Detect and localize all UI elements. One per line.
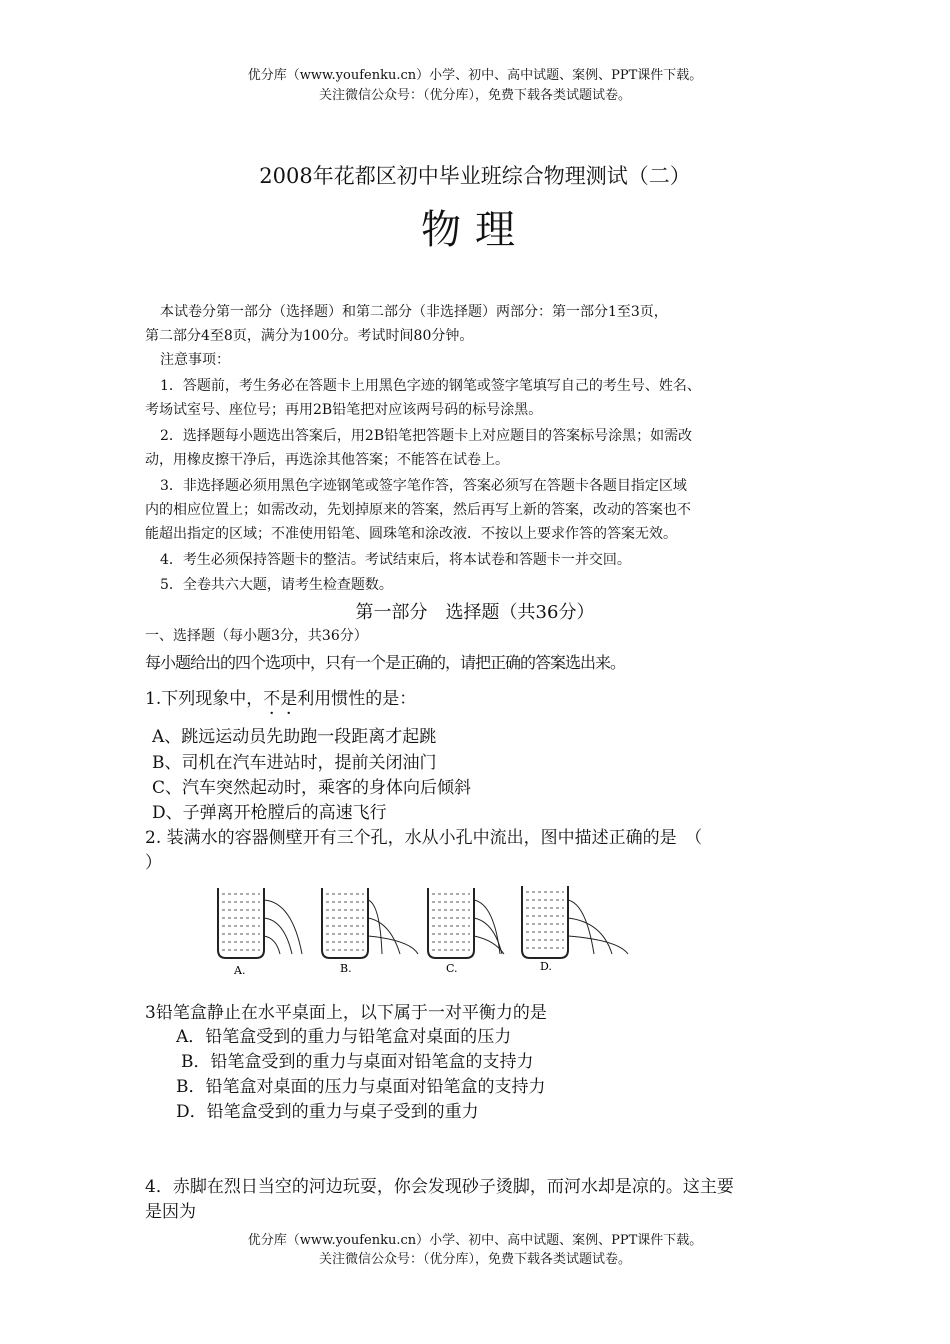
question-1-stem xyxy=(145,684,416,709)
question-3-stem: 3铅笔盒静止在水平桌面上，以下属于一对平衡力的是 xyxy=(145,1003,547,1023)
intro-line-2: 第二部分4至8页，满分为100分。考试时间80分钟。 xyxy=(145,328,474,344)
note-4: 4．考生必须保持答题卡的整洁。考试结束后，将本试卷和答题卡一并交回。 xyxy=(160,552,631,568)
label-a: A. xyxy=(234,964,246,977)
note-3a: 3．非选择题必须用黑色字迹钢笔或签字笔作答，答案必须写在答题卡各题目指定区域 xyxy=(160,478,687,494)
q3-option-b: B．铅笔盒受到的重力与桌面对铅笔盒的支持力 xyxy=(181,1052,534,1072)
q1-option-b: B、司机在汽车进站时，提前关闭油门 xyxy=(152,753,437,773)
section-heading: 一、选择题（每小题3分，共36分） xyxy=(145,628,368,644)
header-line-1: 优分库（www.youfenku.cn）小学、初中、高中试题、案例、PPT课件下载。 xyxy=(247,68,703,83)
q1-prefix: 1.下列现象中， xyxy=(145,689,264,709)
note-3c: 能超出指定的区域；不准使用铅笔、圆珠笔和涂改液．不按以上要求作答的答案无效。 xyxy=(145,526,677,542)
note-1a: 1．答题前，考生务必在答题卡上用黑色字迹的钢笔或签字笔填写自己的考生号、姓名、 xyxy=(160,378,701,394)
container-c xyxy=(428,888,504,958)
question-2-stem-cont: ） xyxy=(145,853,162,873)
note-2a: 2．选择题每小题选出答案后，用2B铅笔把答题卡上对应题目的答案标号涂黑；如需改 xyxy=(160,428,693,444)
container-b xyxy=(322,888,418,958)
notes-title: 注意事项： xyxy=(160,352,230,368)
q1-option-c: C、汽车突然起动时，乘客的身体向后倾斜 xyxy=(152,778,472,798)
q1-suffix: 利用惯性的是： xyxy=(297,689,417,709)
question-4-stem-cont: 是因为 xyxy=(145,1202,196,1222)
question-2-stem: 2. 装满水的容器侧壁开有三个孔，水从小孔中流出，图中描述正确的是 （ xyxy=(145,828,703,848)
q3-option-a: A．铅笔盒受到的重力与铅笔盒对桌面的压力 xyxy=(176,1027,512,1047)
note-2b: 动，用橡皮擦干净后，再选涂其他答案；不能答在试卷上。 xyxy=(145,452,509,468)
q3-option-c: B．铅笔盒对桌面的压力与桌面对铅笔盒的支持力 xyxy=(176,1077,546,1097)
label-c: C. xyxy=(446,962,458,975)
note-1b: 考场试室号、座位号；再用2B铅笔把对应该两号码的标号涂黑。 xyxy=(145,402,543,418)
q1-emphasis-2: 是 xyxy=(280,689,298,709)
q3-option-d: D．铅笔盒受到的重力与桌子受到的重力 xyxy=(176,1102,479,1122)
footer-line-2: 关注微信公众号：（优分库），免费下载各类试题试卷。 xyxy=(318,1252,631,1267)
label-b: B. xyxy=(340,962,352,975)
exam-title: 2008年花都区初中毕业班综合物理测试（二） xyxy=(259,164,691,188)
part1-title: 第一部分 选择题（共36分） xyxy=(355,602,595,623)
intro-line-1: 本试卷分第一部分（选择题）和第二部分（非选择题）两部分：第一部分1至3页， xyxy=(160,304,668,320)
note-3b: 内的相应位置上；如需改动，先划掉原来的答案，然后再写上新的答案，改动的答案也不 xyxy=(145,502,691,518)
note-5: 5．全卷共六大题，请考生检查题数。 xyxy=(160,577,393,593)
subject-title: 物理 xyxy=(421,207,529,253)
label-d: D. xyxy=(540,960,552,973)
container-d xyxy=(522,886,628,958)
question-4-stem: 4．赤脚在烈日当空的河边玩耍，你会发现砂子烫脚，而河水却是凉的。这主要 xyxy=(145,1177,734,1197)
section-instruction: 每小题给出的四个选项中，只有一个是正确的，请把正确的答案选出来。 xyxy=(145,653,626,672)
header-line-2: 关注微信公众号：（优分库），免费下载各类试题试卷。 xyxy=(318,88,631,103)
footer-line-1: 优分库（www.youfenku.cn）小学、初中、高中试题、案例、PPT课件下载。 xyxy=(247,1233,703,1248)
q1-emphasis-1: 不 xyxy=(263,689,281,709)
container-figure xyxy=(210,878,640,978)
q1-option-d: D、子弹离开枪膛后的高速飞行 xyxy=(152,803,387,823)
container-a xyxy=(218,888,302,958)
q1-option-a: A、跳远运动员先助跑一段距离才起跳 xyxy=(152,727,437,747)
